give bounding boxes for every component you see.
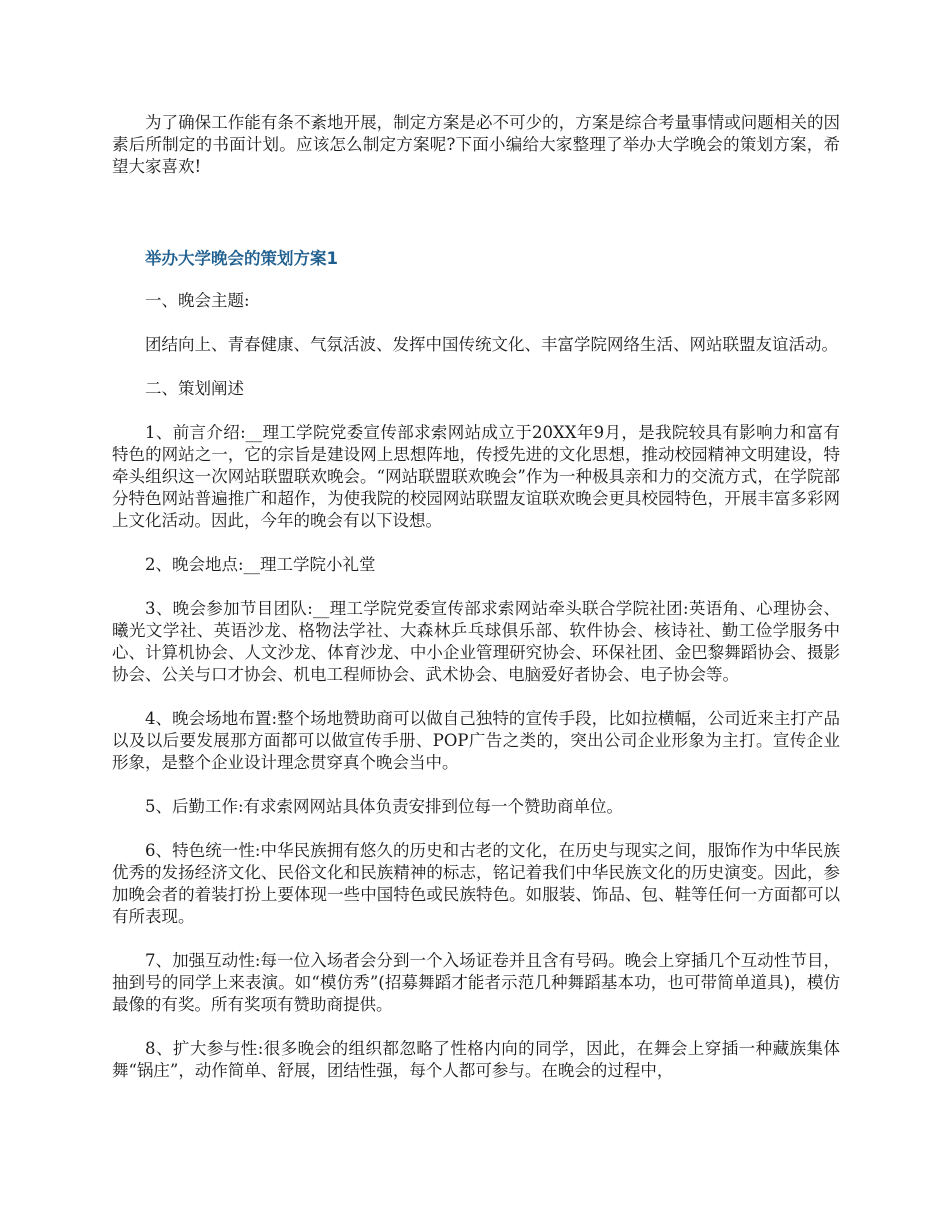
section-title: 举办大学晚会的策划方案1 [145,249,338,268]
theme-paragraph: 团结向上、青春健康、气氛活波、发挥中国传统文化、丰富学院网络生活、网站联盟友谊活动。 [145,335,838,354]
item-4-paragraph: 4、晚会场地布置:整个场地赞助商可以做自己独特的宣传手段，比如拉横幅，公司近来主打产品以及以后要发展那方面都可以做宣传手册、POP广告之类的，突出公司企业形象为主打。宣传企业形象，是整个企业设计理念贯穿真个晚会当中。 [112,709,840,772]
item-6-paragraph: 6、特色统一性:中华民族拥有悠久的历史和古老的文化，在历史与现实之间，服饰作为中华民族优秀的发扬经济文化、民俗文化和民族精神的标志，铭记着我们中华民族文化的历史演变。因此，参加晚会者的着装打扮上要体现一些中国特色或民族特色。如服装、饰品、包、鞋等任何一方面都可以有所表现。 [112,841,840,926]
item-8-paragraph: 8、扩大参与性:很多晚会的组织都忽略了性格内向的同学，因此，在舞会上穿插一种藏族集体舞“锅庄”，动作简单、舒展，团结性强，每个人都可参与。在晚会的过程中， [112,1039,840,1080]
intro-paragraph: 为了确保工作能有条不紊地开展，制定方案是必不可少的，方案是综合考量事情或问题相关的因素后所制定的书面计划。应该怎么制定方案呢?下面小编给大家整理了举办大学晚会的策划方案，希望大家喜欢! [112,113,840,176]
item-1-paragraph: 1、前言介绍:__理工学院党委宣传部求索网站成立于20XX年9月，是我院较具有影响力和富有特色的网站之一，它的宗旨是建设网上思想阵地，传授先进的文化思想，推动校园精神文明建设，特牵头组织这一次网站联盟联欢晚会。“网站联盟联欢晚会”作为一种极具亲和力的交流方式，在学院部分特色网站普遍推广和超作，为使我院的校园网站联盟友谊联欢晚会更具校园特色，开展丰富多彩网上文化活动。因此，今年的晚会有以下设想。 [112,423,840,530]
item-3-paragraph: 3、晚会参加节目团队:__理工学院党委宣传部求索网站牵头联合学院社团:英语角、心理协会、曦光文学社、英语沙龙、格物法学社、大森林乒乓球俱乐部、软件协会、核诗社、勤工俭学服务中心、计算机协会、人文沙龙、体育沙龙、中小企业管理研究协会、环保社团、金巴黎舞蹈协会、摄影协会、公关与口才协会、机电工程师协会、武术协会、电脑爱好者协会、电子协会等。 [112,599,840,684]
document-body [112,112,840,1104]
plan-heading: 二、策划阐述 [145,379,244,398]
item-7-paragraph: 7、加强互动性:每一位入场者会分到一个入场证卷并且含有号码。晚会上穿插几个互动性节目，抽到号的同学上来表演。如“模仿秀”(招募舞蹈才能者示范几种舞蹈基本功，也可带简单道具)，模仿最像的有奖。所有奖项有赞助商提供。 [112,951,840,1014]
item-5-paragraph: 5、后勤工作:有求索网网站具体负责安排到位每一个赞助商单位。 [145,797,624,816]
theme-heading: 一、晚会主题: [145,291,250,310]
item-2-paragraph: 2、晚会地点:__理工学院小礼堂 [145,555,376,574]
